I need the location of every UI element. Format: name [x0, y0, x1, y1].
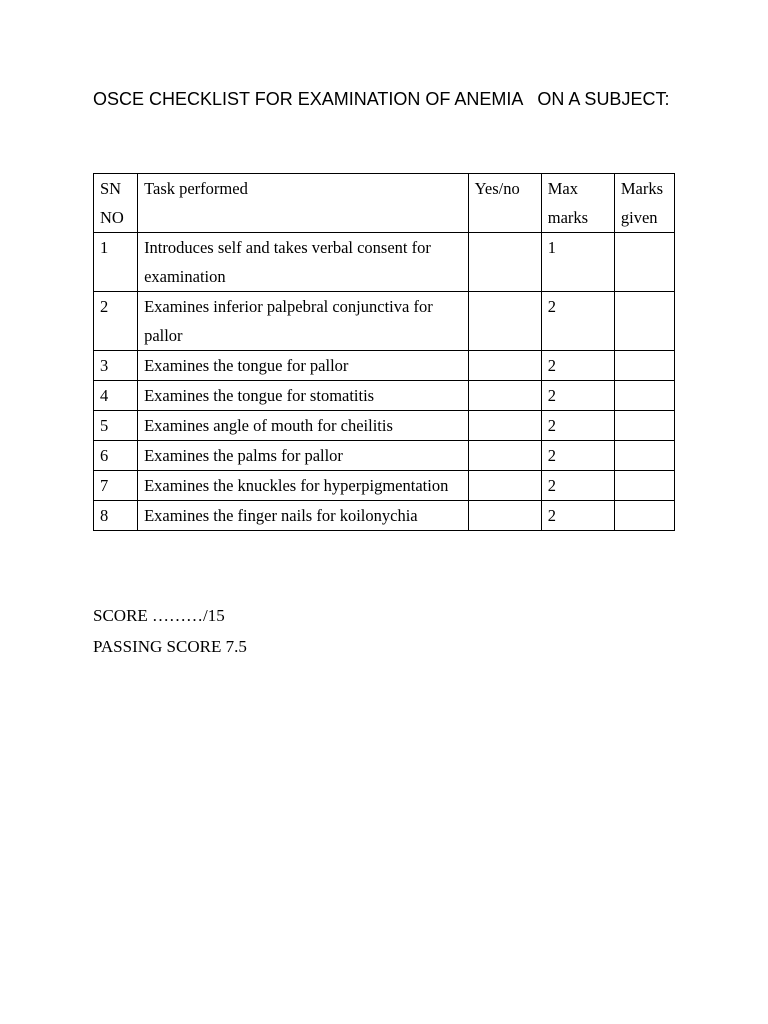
cell-sn: 4	[94, 381, 138, 411]
cell-sn: 7	[94, 471, 138, 501]
cell-task: Examines inferior palpebral conjunctiva for pallor	[138, 292, 469, 351]
cell-marks-given[interactable]	[614, 441, 674, 471]
cell-max-marks: 2	[541, 292, 614, 351]
table-row	[94, 411, 675, 441]
cell-max-marks: 1	[541, 233, 614, 292]
cell-marks-given[interactable]	[614, 471, 674, 501]
header-max-marks: Max marks	[541, 174, 614, 233]
cell-marks-given[interactable]	[614, 292, 674, 351]
table-row	[94, 351, 675, 381]
cell-task: Examines the tongue for stomatitis	[138, 381, 469, 411]
cell-max-marks: 2	[541, 351, 614, 381]
cell-yes-no[interactable]	[468, 471, 541, 501]
cell-task: Examines the tongue for pallor	[138, 351, 469, 381]
cell-yes-no[interactable]	[468, 381, 541, 411]
cell-sn: 5	[94, 411, 138, 441]
cell-yes-no[interactable]	[468, 441, 541, 471]
table-header-row	[94, 174, 675, 233]
table-row	[94, 471, 675, 501]
header-sn-no: SN NO	[94, 174, 138, 233]
cell-sn: 2	[94, 292, 138, 351]
checklist-table	[93, 173, 675, 531]
cell-marks-given[interactable]	[614, 381, 674, 411]
cell-task: Examines the knuckles for hyperpigmentation	[138, 471, 469, 501]
cell-task: Examines angle of mouth for cheilitis	[138, 411, 469, 441]
score-line: SCORE ………/15	[93, 606, 225, 625]
cell-marks-given[interactable]	[614, 411, 674, 441]
table-row	[94, 441, 675, 471]
cell-sn: 3	[94, 351, 138, 381]
cell-sn: 1	[94, 233, 138, 292]
cell-task: Examines the palms for pallor	[138, 441, 469, 471]
cell-sn: 6	[94, 441, 138, 471]
cell-max-marks: 2	[541, 411, 614, 441]
table-row	[94, 292, 675, 351]
cell-yes-no[interactable]	[468, 501, 541, 531]
cell-yes-no[interactable]	[468, 233, 541, 292]
table-row	[94, 501, 675, 531]
header-yes-no: Yes/no	[468, 174, 541, 233]
header-marks-given: Marks given	[614, 174, 674, 233]
cell-task: Examines the finger nails for koilonychia	[138, 501, 469, 531]
cell-yes-no[interactable]	[468, 411, 541, 441]
cell-max-marks: 2	[541, 501, 614, 531]
passing-score-line: PASSING SCORE 7.5	[93, 637, 247, 656]
header-task-performed: Task performed	[138, 174, 469, 233]
cell-marks-given[interactable]	[614, 351, 674, 381]
cell-yes-no[interactable]	[468, 292, 541, 351]
cell-max-marks: 2	[541, 471, 614, 501]
table-row	[94, 233, 675, 292]
cell-marks-given[interactable]	[614, 501, 674, 531]
cell-max-marks: 2	[541, 381, 614, 411]
cell-max-marks: 2	[541, 441, 614, 471]
cell-task: Introduces self and takes verbal consent for examination	[138, 233, 469, 292]
cell-yes-no[interactable]	[468, 351, 541, 381]
document-title: OSCE CHECKLIST FOR EXAMINATION OF ANEMIA ON A SUBJECT:	[93, 89, 670, 109]
cell-marks-given[interactable]	[614, 233, 674, 292]
table-row	[94, 381, 675, 411]
cell-sn: 8	[94, 501, 138, 531]
